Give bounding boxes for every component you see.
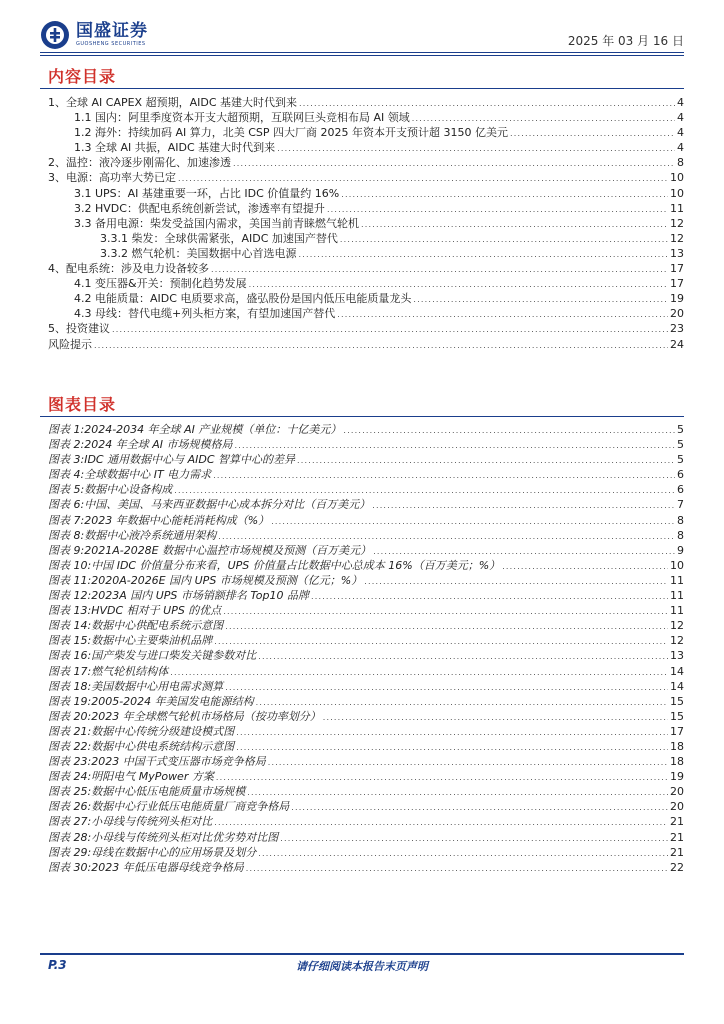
figure-entry[interactable] [40, 437, 684, 452]
toc-entry[interactable] [40, 276, 684, 291]
toc-entry-page: 4 [677, 141, 684, 155]
figures-title-divider [40, 416, 684, 417]
figure-entry[interactable] [40, 860, 684, 875]
figure-page: 11 [670, 604, 684, 618]
figure-page: 6 [677, 468, 684, 482]
leader-dots [311, 589, 668, 604]
brand-name: 国盛证券 [76, 21, 148, 41]
figure-label: 图表 24: [48, 770, 92, 784]
figure-page: 9 [677, 543, 684, 557]
leader-dots [502, 559, 668, 574]
toc-entry-text: 4.2 电能质量：AIDC 电质要求高，盛弘股份是国内低压电能质量龙头 [74, 292, 412, 306]
figure-title: 2023 年低压电器母线竞争格局 [91, 860, 244, 874]
toc-entry-text: 1.3 全球 AI 共振，AIDC 基建大时代到来 [74, 141, 276, 155]
figure-page: 12 [670, 634, 684, 648]
toc-entry-text: 3、电源：高功率大势已定 [48, 171, 176, 185]
report-date: 2025 年 03 月 16 日 [567, 34, 684, 48]
figure-title: 小母线与传统列头柜对比优劣势对比图 [91, 830, 279, 844]
toc-entry-page: 10 [670, 171, 684, 185]
figure-title: 小母线与传统列头柜对比 [91, 815, 213, 829]
leader-dots [258, 649, 668, 664]
figure-page: 17 [670, 724, 684, 738]
leader-dots [225, 680, 668, 695]
leader-dots [170, 665, 668, 680]
figure-entry[interactable] [40, 558, 684, 573]
toc-entry-text: 1.2 海外：持续加码 AI 算力，北美 CSP 四大厂商 2025 年资本开支预计超 3150 亿美元 [74, 126, 509, 140]
figure-entry[interactable] [40, 814, 684, 829]
figure-entry[interactable] [40, 603, 684, 618]
toc-entry[interactable] [40, 321, 684, 336]
figure-entry[interactable] [40, 482, 684, 497]
figure-entry[interactable] [40, 528, 684, 543]
toc-entry-page: 24 [670, 337, 684, 351]
figure-entry[interactable] [40, 573, 684, 588]
leader-dots [249, 277, 668, 292]
figure-label: 图表 16: [48, 649, 92, 663]
figure-label: 图表 29: [48, 845, 92, 859]
figure-label: 图表 17: [48, 664, 92, 678]
figure-title: 数据中心行业低压电能质量厂商竞争格局 [91, 800, 290, 814]
figure-entry[interactable] [40, 497, 684, 512]
figure-label: 图表 18: [48, 679, 92, 693]
page-number: P.3 [48, 958, 67, 972]
figure-title: 2021A-2028E 数据中心温控市场规模及预测（百万美元） [84, 543, 372, 557]
figure-label: 图表 5: [48, 483, 85, 497]
toc-entry-page: 4 [677, 111, 684, 125]
leader-dots [343, 423, 675, 438]
toc-entry-page: 17 [670, 262, 684, 276]
figure-page: 15 [670, 694, 684, 708]
toc-entry-page: 10 [670, 186, 684, 200]
figure-label: 图表 21: [48, 724, 92, 738]
brand-logo-icon [40, 20, 70, 50]
figure-label: 图表 28: [48, 830, 92, 844]
leader-dots [94, 338, 668, 353]
figure-title: 数据中心传统分级建设模式图 [91, 724, 235, 738]
figure-page: 14 [670, 664, 684, 678]
figure-title: 2023 年数据中心能耗消耗构成（%） [84, 513, 270, 527]
toc-entry-page: 12 [670, 231, 684, 245]
figure-entry[interactable] [40, 694, 684, 709]
leader-dots [236, 725, 668, 740]
figure-label: 图表 10: [48, 558, 92, 572]
figure-title: 中国、美国、马来西亚数据中心成本拆分对比（百万美元） [84, 498, 371, 512]
figure-title: 明阳电气 MyPower 方案 [91, 770, 214, 784]
leader-dots [233, 156, 675, 171]
figure-entry[interactable] [40, 845, 684, 860]
toc-entry-page: 4 [677, 96, 684, 109]
figure-title: 数据中心低压电能质量市场规模 [91, 785, 246, 799]
leader-dots [327, 202, 668, 217]
figure-entry[interactable] [40, 784, 684, 799]
figure-label: 图表 7: [48, 513, 85, 527]
footer-divider [40, 953, 684, 955]
figure-entry[interactable] [40, 543, 684, 558]
figure-page: 13 [670, 649, 684, 663]
toc-entry[interactable] [40, 291, 684, 306]
toc-entry-page: 19 [670, 292, 684, 306]
figure-entry[interactable] [40, 679, 684, 694]
figure-title: 国产柴发与进口柴发关键参数对比 [91, 649, 257, 663]
figure-title: 数据中心供配电系统示意图 [91, 619, 224, 633]
leader-dots [112, 322, 668, 337]
toc-entry[interactable] [40, 110, 684, 125]
toc-entry-text: 2、温控：液冷逐步刚需化、加速渗透 [48, 156, 231, 170]
figure-label: 图表 30: [48, 860, 92, 874]
figure-title: 数据中心设备构成 [84, 483, 173, 497]
figure-entry[interactable] [40, 709, 684, 724]
leader-dots [373, 544, 675, 559]
leader-dots [277, 141, 675, 156]
toc-entry[interactable] [40, 246, 684, 261]
figure-page: 21 [670, 815, 684, 829]
leader-dots [413, 292, 668, 307]
toc-entry-text: 3.1 UPS：AI 基建重要一环，占比 IDC 价值量约 16% [74, 186, 340, 200]
figure-title: 2023A 国内 UPS 市场销额排名 Top10 品牌 [91, 589, 309, 603]
figures-title: 图表目录 [48, 395, 117, 414]
figure-title: 数据中心主要柴油机品牌 [91, 634, 213, 648]
figure-page: 18 [670, 739, 684, 753]
toc-entry-text: 4.3 母线：替代电缆+列头柜方案，有望加速国产替代 [74, 307, 336, 321]
toc-entry-text: 4.1 变压器&开关：预制化趋势发展 [74, 277, 247, 291]
toc-entry-page: 13 [670, 246, 684, 260]
leader-dots [271, 514, 675, 529]
toc-entry-page: 12 [670, 216, 684, 230]
leader-dots [174, 483, 675, 498]
leader-dots [298, 247, 668, 262]
leader-dots [340, 232, 668, 247]
leader-dots [246, 861, 668, 876]
figure-label: 图表 22: [48, 739, 92, 753]
header-divider [40, 52, 684, 53]
toc-entry-text: 风险提示 [48, 337, 92, 351]
toc-entry-page: 8 [677, 156, 684, 170]
toc-entry[interactable] [40, 140, 684, 155]
figure-label: 图表 25: [48, 785, 92, 799]
figure-page: 22 [670, 860, 684, 874]
toc-entry[interactable] [40, 155, 684, 170]
header-divider-secondary [40, 55, 684, 56]
toc-entry[interactable] [40, 170, 684, 185]
figure-label: 图表 1: [48, 423, 85, 436]
leader-dots [268, 755, 668, 770]
figure-entry[interactable] [40, 664, 684, 679]
leader-dots [299, 96, 675, 111]
figure-title: 2005-2024 年美国发电能源结构 [91, 694, 254, 708]
figure-page: 18 [670, 755, 684, 769]
toc-entry[interactable] [40, 231, 684, 246]
figure-entry[interactable] [40, 467, 684, 482]
toc-entry-text: 4、配电系统：涉及电力设备较多 [48, 262, 209, 276]
figure-page: 21 [670, 845, 684, 859]
figure-label: 图表 9: [48, 543, 85, 557]
toc-entry[interactable] [40, 337, 684, 352]
toc-title: 内容目录 [48, 67, 117, 86]
figure-entry[interactable] [40, 588, 684, 603]
figure-title: 2020A-2026E 国内 UPS 市场规模及预测（亿元；%） [91, 573, 363, 587]
figure-entry[interactable] [40, 799, 684, 814]
leader-dots [234, 438, 675, 453]
brand-name-en: GUOSHENG SECURITIES [76, 41, 146, 47]
figure-page: 5 [677, 423, 684, 436]
figure-page: 8 [677, 513, 684, 527]
figure-entry[interactable] [40, 452, 684, 467]
leader-dots [510, 126, 675, 141]
leader-dots [280, 831, 668, 846]
figure-title: 中国 IDC 价值量分布来看，UPS 价值量占比数据中心总成本 16%（百万美元；%） [91, 558, 501, 572]
figure-entry[interactable] [40, 618, 684, 633]
toc-entry-text: 3.2 HVDC：供配电系统创新尝试，渗透率有望提升 [74, 201, 325, 215]
figure-label: 图表 3: [48, 453, 85, 467]
figure-label: 图表 2: [48, 438, 85, 452]
leader-dots [341, 187, 668, 202]
leader-dots [258, 846, 668, 861]
toc-entry[interactable] [40, 216, 684, 231]
figure-page: 5 [677, 438, 684, 452]
toc-entry-text: 1.1 国内：阿里季度资本开支大超预期，互联网巨头竞相布局 AI 领域 [74, 111, 410, 125]
figure-title: 2024 年全球 AI 市场规模格局 [84, 438, 233, 452]
figure-entry[interactable] [40, 754, 684, 769]
leader-dots [337, 307, 668, 322]
toc-entry[interactable] [40, 261, 684, 276]
toc-entry-page: 17 [670, 277, 684, 291]
figure-title: 美国数据中心用电需求测算 [91, 679, 224, 693]
figure-entry[interactable] [40, 513, 684, 528]
page-header [40, 18, 684, 52]
figure-title: 2023 中国干式变压器市场竞争格局 [91, 755, 266, 769]
leader-dots [225, 619, 668, 634]
figure-page: 6 [677, 483, 684, 497]
figure-page: 11 [670, 573, 684, 587]
table-of-contents [40, 95, 684, 352]
figure-label: 图表 15: [48, 634, 92, 648]
figure-label: 图表 19: [48, 694, 92, 708]
leader-dots [236, 740, 668, 755]
figure-label: 图表 27: [48, 815, 92, 829]
figure-title: IDC 通用数据中心与 AIDC 智算中心的差异 [84, 453, 296, 467]
figure-entry[interactable] [40, 422, 684, 437]
toc-entry-text: 5、投资建议 [48, 322, 110, 336]
leader-dots [211, 262, 668, 277]
list-of-figures [40, 422, 684, 875]
toc-title-divider [40, 88, 684, 89]
leader-dots [223, 604, 668, 619]
toc-entry-page: 11 [670, 201, 684, 215]
figure-title: HVDC 相对于 UPS 的优点 [91, 604, 222, 618]
leader-dots [323, 710, 668, 725]
toc-entry[interactable] [40, 125, 684, 140]
brand-logo [40, 20, 148, 50]
toc-entry-page: 4 [677, 126, 684, 140]
figure-page: 20 [670, 800, 684, 814]
leader-dots [214, 815, 668, 830]
figure-entry[interactable] [40, 648, 684, 663]
figure-entry[interactable] [40, 769, 684, 784]
toc-entry[interactable] [40, 201, 684, 216]
figure-page: 8 [677, 528, 684, 542]
figure-label: 图表 26: [48, 800, 92, 814]
figure-label: 图表 23: [48, 755, 92, 769]
footer-disclaimer: 请仔细阅读本报告末页声明 [296, 960, 428, 973]
toc-entry-text: 1、全球 AI CAPEX 超预期，AIDC 基建大时代到来 [48, 96, 297, 109]
leader-dots [178, 171, 668, 186]
leader-dots [361, 217, 668, 232]
figure-page: 21 [670, 830, 684, 844]
figure-title: 2024-2034 年全球 AI 产业规模（单位：十亿美元） [84, 423, 342, 436]
figure-page: 15 [670, 709, 684, 723]
figure-page: 19 [670, 770, 684, 784]
figure-page: 5 [677, 453, 684, 467]
figure-title: 2023 年全球燃气轮机市场格局（按功率划分） [91, 709, 321, 723]
figure-page: 11 [670, 589, 684, 603]
leader-dots [364, 574, 668, 589]
toc-entry[interactable] [40, 95, 684, 110]
leader-dots [216, 770, 668, 785]
toc-entry-page: 23 [670, 322, 684, 336]
figure-entry[interactable] [40, 739, 684, 754]
figure-label: 图表 20: [48, 709, 92, 723]
figure-title: 母线在数据中心的应用场景及划分 [91, 845, 257, 859]
figure-title: 数据中心液冷系统通用架构 [84, 528, 217, 542]
figure-label: 图表 8: [48, 528, 85, 542]
leader-dots [291, 800, 668, 815]
figure-page: 7 [677, 498, 684, 512]
toc-entry-text: 3.3 备用电源：柴发受益国内需求，美国当前青睐燃气轮机 [74, 216, 359, 230]
leader-dots [218, 529, 675, 544]
leader-dots [213, 468, 675, 483]
toc-entry[interactable] [40, 306, 684, 321]
figure-label: 图表 13: [48, 604, 92, 618]
figure-label: 图表 6: [48, 498, 85, 512]
figure-label: 图表 4: [48, 468, 85, 482]
figure-title: 全球数据中心 IT 电力需求 [84, 468, 212, 482]
leader-dots [256, 695, 668, 710]
figure-page: 12 [670, 619, 684, 633]
toc-entry[interactable] [40, 186, 684, 201]
figure-label: 图表 11: [48, 573, 92, 587]
figure-entry[interactable] [40, 633, 684, 648]
figure-title: 数据中心供电系统结构示意图 [91, 739, 235, 753]
toc-entry-text: 3.3.1 柴发：全球供需紧张，AIDC 加速国产替代 [100, 231, 338, 245]
toc-entry-page: 20 [670, 307, 684, 321]
figure-page: 20 [670, 785, 684, 799]
figure-title: 燃气轮机结构体 [91, 664, 169, 678]
toc-entry-text: 3.3.2 燃气轮机：美国数据中心首选电源 [100, 246, 297, 260]
figure-page: 10 [670, 558, 684, 572]
leader-dots [297, 453, 675, 468]
figure-entry[interactable] [40, 724, 684, 739]
figure-label: 图表 14: [48, 619, 92, 633]
leader-dots [214, 634, 668, 649]
figure-entry[interactable] [40, 830, 684, 845]
leader-dots [372, 498, 675, 513]
leader-dots [412, 111, 675, 126]
figure-label: 图表 12: [48, 589, 92, 603]
figure-page: 14 [670, 679, 684, 693]
leader-dots [247, 785, 668, 800]
